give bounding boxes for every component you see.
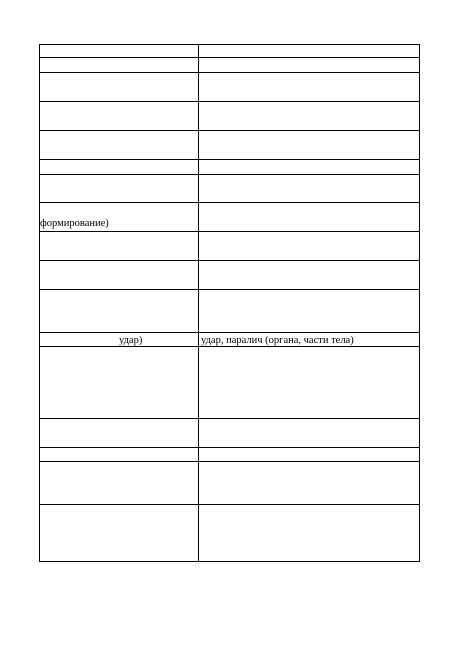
row-border	[39, 174, 420, 175]
row-border	[39, 101, 420, 102]
table-cell-left: формирование)	[40, 218, 109, 229]
row-border	[39, 57, 420, 58]
row-border	[39, 231, 420, 232]
row-border	[39, 202, 420, 203]
row-border	[39, 159, 420, 160]
row-border	[39, 289, 420, 290]
row-border	[39, 44, 420, 45]
table-border-right	[419, 44, 420, 562]
row-border	[39, 561, 420, 562]
document-table	[39, 44, 420, 562]
row-border	[39, 504, 420, 505]
table-cell-left: удар)	[119, 335, 143, 346]
row-border	[39, 260, 420, 261]
row-border	[39, 332, 420, 333]
row-border	[39, 447, 420, 448]
table-cell-right: удар, паралич (органа, части тела)	[201, 335, 354, 346]
table-border-left	[39, 44, 40, 562]
row-border	[39, 418, 420, 419]
table-column-divider	[198, 44, 199, 562]
row-border	[39, 72, 420, 73]
row-border	[39, 461, 420, 462]
row-border	[39, 130, 420, 131]
